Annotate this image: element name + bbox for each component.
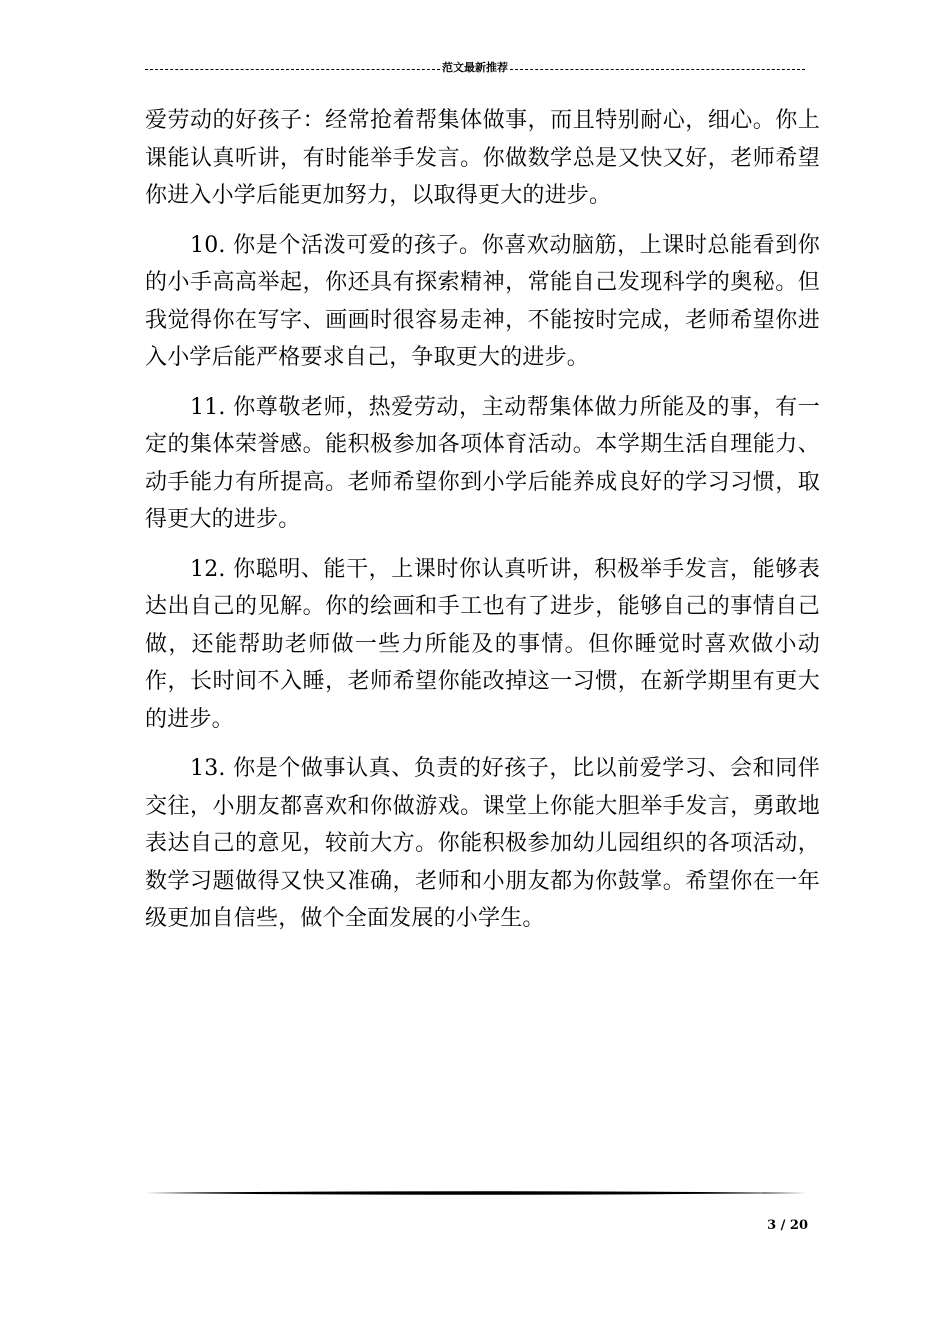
page-number: 3 / 20 (767, 1218, 808, 1233)
paragraph-12: 12. 你聪明、能干，上课时你认真听讲，积极举手发言，能够表达出自己的见解。你的绘画和手工也有了进步，能够自己的事情自己做，还能帮助老师做一些力所能及的事情。但你睡觉时喜欢做小动作，长时间不入睡，老师希望你能改掉这一习惯，在新学期里有更大的进步。 (145, 556, 820, 732)
header-dash-left (145, 69, 440, 70)
paragraph-10: 10. 你是个活泼可爱的孩子。你喜欢动脑筋，上课时总能看到你的小手高高举起，你还具有探索精神，常能自己发现科学的奥秘。但我觉得你在写字、画画时很容易走神，不能按时完成，老师希望你进入小学后能严格要求自己，争取更大的进步。 (145, 232, 820, 370)
footer-divider (145, 1190, 807, 1196)
header-dash-right (510, 69, 805, 70)
document-body (145, 102, 820, 938)
page-header (145, 60, 805, 76)
paragraph-13: 13. 你是个做事认真、负责的好孩子，比以前爱学习、会和同伴交往，小朋友都喜欢和你做游戏。课堂上你能大胆举手发言，勇敢地表达自己的意见，较前大方。你能积极参加幼儿园组织的各项活动，数学习题做得又快又准确，老师和小朋友都为你鼓掌。希望你在一年级更加自信些，做个全面发展的小学生。 (145, 756, 820, 931)
paragraph-11: 11. 你尊敬老师，热爱劳动，主动帮集体做力所能及的事，有一定的集体荣誉感。能积极参加各项体育活动。本学期生活自理能力、动手能力有所提高。老师希望你到小学后能养成良好的学习习惯，取得更大的进步。 (145, 394, 820, 532)
header-title: 范文最新推荐 (442, 61, 508, 74)
paragraph-continued: 爱劳动的好孩子：经常抢着帮集体做事，而且特别耐心，细心。你上课能认真听讲，有时能举手发言。你做数学总是又快又好，老师希望你进入小学后能更加努力，以取得更大的进步。 (145, 108, 820, 208)
